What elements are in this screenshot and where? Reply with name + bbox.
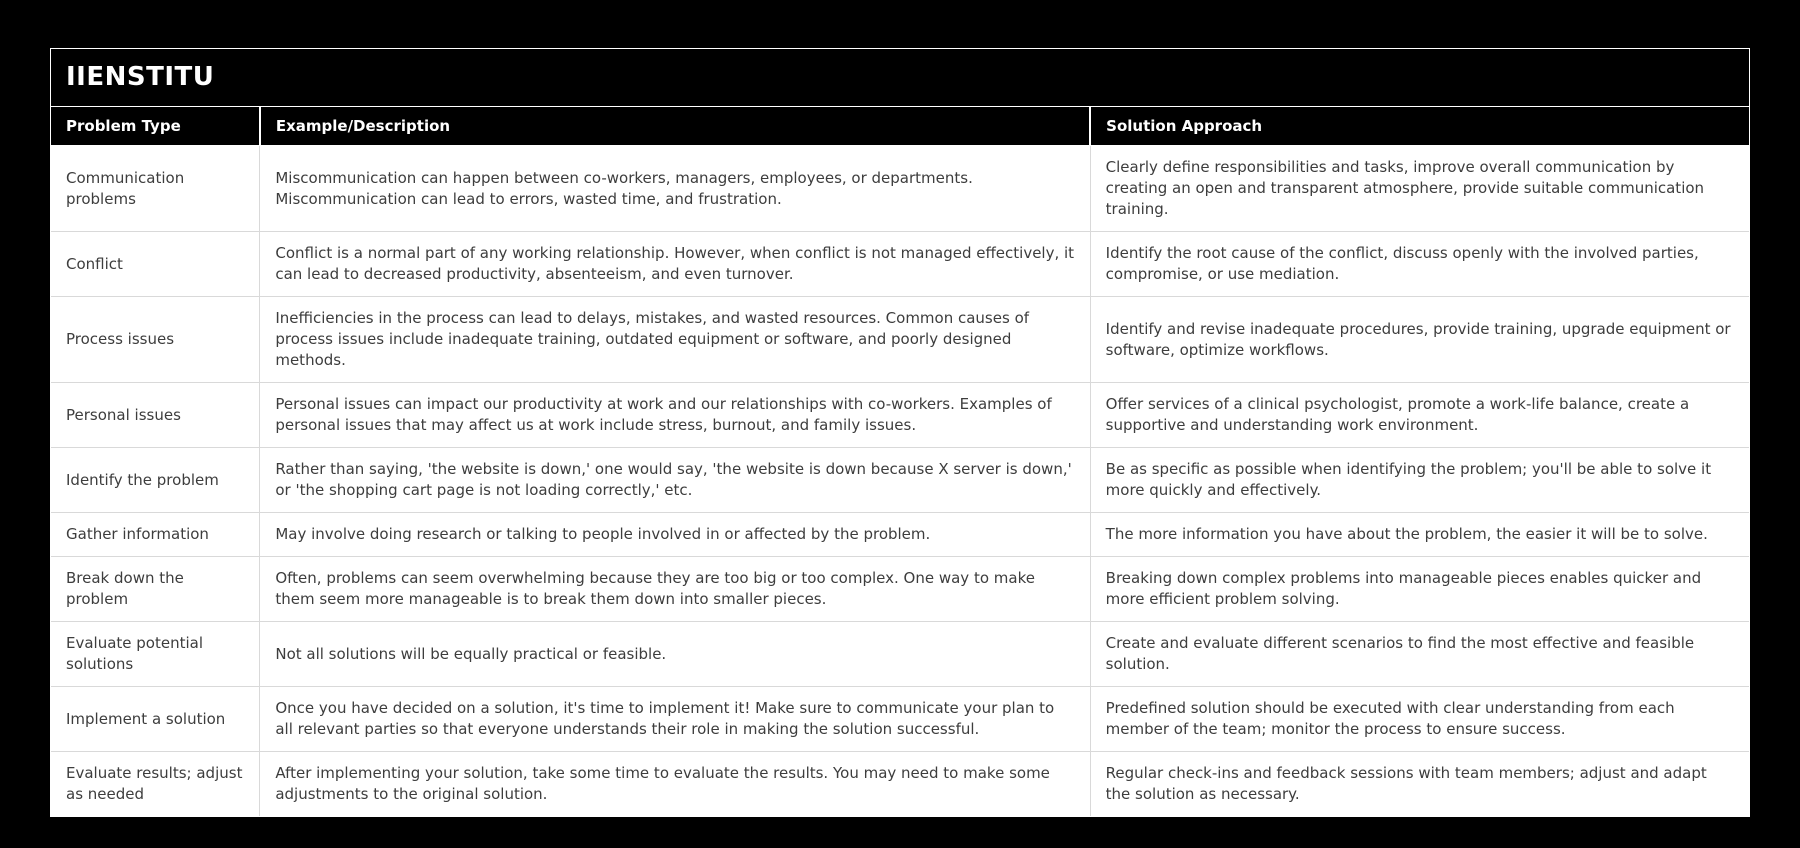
cell-problem-type: Evaluate results; adjust as needed [51, 752, 260, 817]
cell-problem-type: Implement a solution [51, 687, 260, 752]
cell-problem-type: Conflict [51, 232, 260, 297]
cell-example: Once you have decided on a solution, it's time to implement it! Make sure to communicate your plan to all relevant parties so that everyone understands their role in making the solution successful. [260, 687, 1090, 752]
cell-solution: Regular check-ins and feedback sessions with team members; adjust and adapt the solution as necessary. [1090, 752, 1749, 817]
problem-solution-table [51, 107, 1749, 816]
cell-solution: Predefined solution should be executed with clear understanding from each member of the team; monitor the process to ensure success. [1090, 687, 1749, 752]
cell-problem-type: Personal issues [51, 383, 260, 448]
table-row [51, 448, 1749, 513]
cell-example: Rather than saying, 'the website is down,' one would say, 'the website is down because X server is down,' or 'the shopping cart page is not loading correctly,' etc. [260, 448, 1090, 513]
cell-solution: Clearly define responsibilities and tasks, improve overall communication by creating an open and transparent atmosphere, provide suitable communication training. [1090, 146, 1749, 232]
cell-solution: Identify the root cause of the conflict, discuss openly with the involved parties, compromise, or use mediation. [1090, 232, 1749, 297]
cell-example: Miscommunication can happen between co-workers, managers, employees, or departments. Miscommunication can lead to errors, wasted time, and frustration. [260, 146, 1090, 232]
table-row [51, 622, 1749, 687]
cell-example: After implementing your solution, take some time to evaluate the results. You may need to make some adjustments to the original solution. [260, 752, 1090, 817]
cell-solution: The more information you have about the problem, the easier it will be to solve. [1090, 513, 1749, 557]
table-header [51, 107, 1749, 146]
cell-problem-type: Gather information [51, 513, 260, 557]
cell-problem-type: Evaluate potential solutions [51, 622, 260, 687]
cell-solution: Offer services of a clinical psychologist, promote a work-life balance, create a supportive and understanding work environment. [1090, 383, 1749, 448]
column-header-solution-approach: Solution Approach [1090, 107, 1749, 146]
table-row [51, 557, 1749, 622]
cell-solution: Be as specific as possible when identifying the problem; you'll be able to solve it more quickly and effectively. [1090, 448, 1749, 513]
cell-problem-type: Identify the problem [51, 448, 260, 513]
cell-solution: Breaking down complex problems into manageable pieces enables quicker and more efficient problem solving. [1090, 557, 1749, 622]
cell-example: Often, problems can seem overwhelming because they are too big or too complex. One way to make them seem more manageable is to break them down into smaller pieces. [260, 557, 1090, 622]
cell-example: Conflict is a normal part of any working relationship. However, when conflict is not managed effectively, it can lead to decreased productivity, absenteeism, and even turnover. [260, 232, 1090, 297]
cell-solution: Identify and revise inadequate procedures, provide training, upgrade equipment or software, optimize workflows. [1090, 297, 1749, 383]
table-body [51, 146, 1749, 817]
table-row [51, 752, 1749, 817]
cell-example: Inefficiencies in the process can lead to delays, mistakes, and wasted resources. Common causes of process issues include inadequate training, outdated equipment or software, and poorly designed methods. [260, 297, 1090, 383]
cell-solution: Create and evaluate different scenarios to find the most effective and feasible solution. [1090, 622, 1749, 687]
cell-example: May involve doing research or talking to people involved in or affected by the problem. [260, 513, 1090, 557]
table-row [51, 297, 1749, 383]
column-header-example-description: Example/Description [260, 107, 1090, 146]
table-row [51, 146, 1749, 232]
problem-solving-table-card [50, 48, 1750, 817]
table-row [51, 687, 1749, 752]
cell-problem-type: Break down the problem [51, 557, 260, 622]
table-row [51, 383, 1749, 448]
table-header-row [51, 107, 1749, 146]
cell-problem-type: Process issues [51, 297, 260, 383]
column-header-problem-type: Problem Type [51, 107, 260, 146]
table-row [51, 232, 1749, 297]
page-title: IIENSTITU [51, 49, 1749, 107]
table-row [51, 513, 1749, 557]
cell-example: Not all solutions will be equally practical or feasible. [260, 622, 1090, 687]
cell-example: Personal issues can impact our productivity at work and our relationships with co-workers. Examples of personal issues that may affect us at work include stress, burnout, and family issues. [260, 383, 1090, 448]
cell-problem-type: Communication problems [51, 146, 260, 232]
